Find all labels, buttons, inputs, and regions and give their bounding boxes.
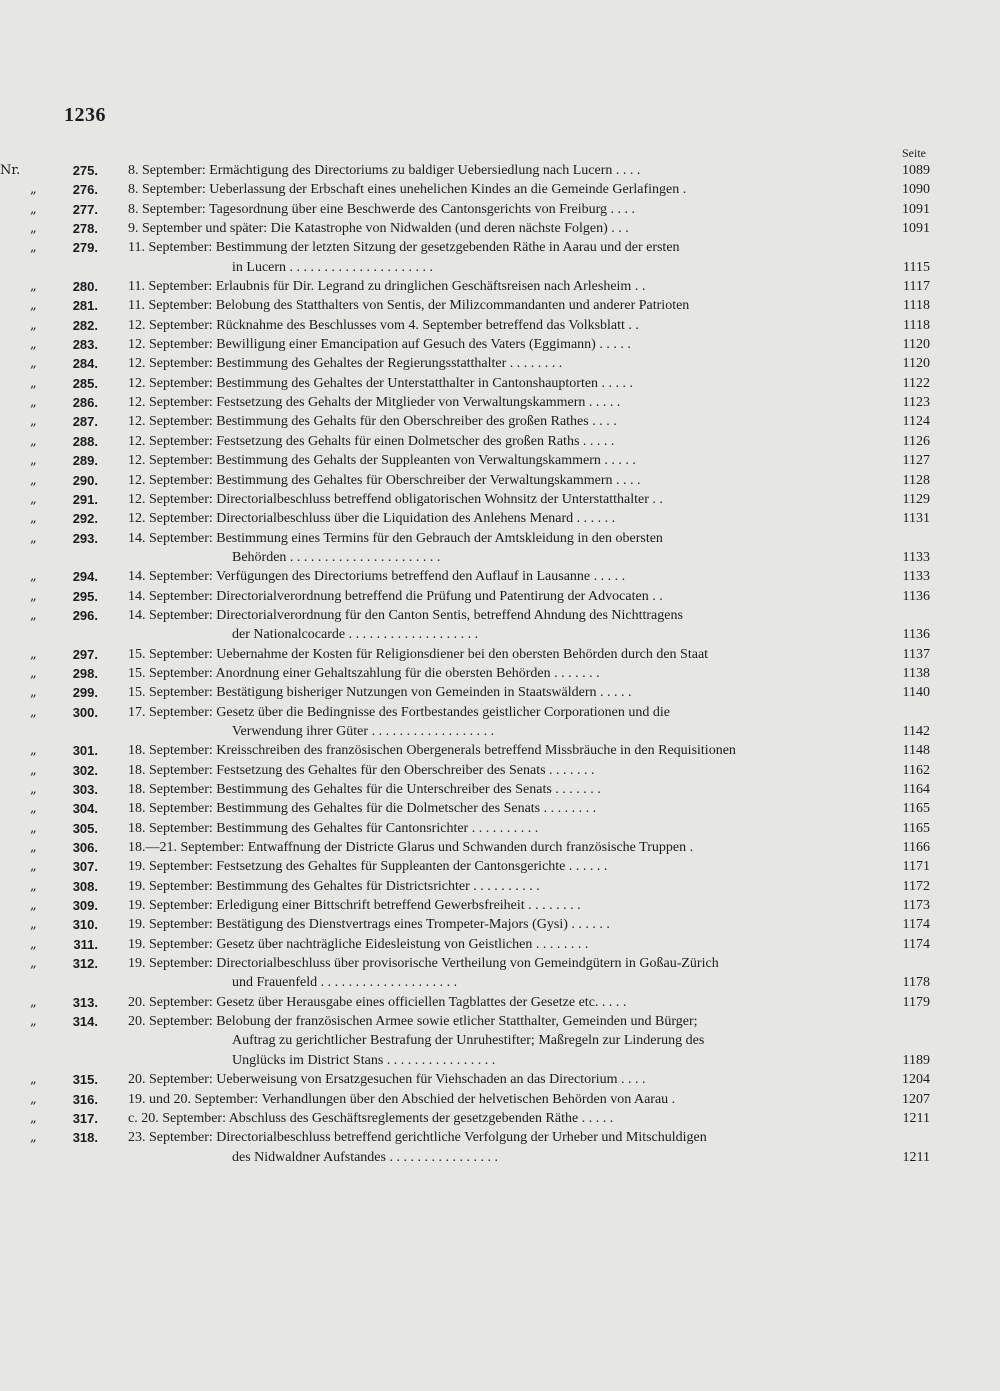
toc-entry (0, 567, 1000, 586)
entry-prefix: „ (30, 356, 37, 372)
entry-number: 296. (72, 607, 98, 623)
entry-number: 305. (72, 820, 98, 836)
entry-title (128, 935, 866, 954)
entry-page-number: 1211 (902, 1149, 930, 1165)
entry-title-line: 14. September: Directorialverordnung für den Canton Sentis, betreffend Ahndung des Nichttragens (128, 607, 683, 623)
entry-title-line: 14. September: Verfügungen des Directoriums betreffend den Auflauf in Lausanne . . . . . (128, 569, 626, 585)
entry-title-line: 18. September: Bestimmung des Gehaltes für die Unterschreiber des Senats . . . . . . . (128, 782, 601, 797)
entry-page-number: 1174 (902, 936, 930, 952)
entry-number: 290. (72, 472, 98, 488)
entry-number: 278. (72, 221, 98, 237)
entry-number: 315. (72, 1072, 98, 1088)
entry-page-number: 1174 (902, 917, 930, 933)
entry-title-line: 19. September: Festsetzung des Gehaltes für Suppleanten der Cantonsgerichte . . . . . . (128, 859, 608, 875)
entry-prefix: „ (30, 898, 37, 914)
entry-number: 318. (72, 1130, 98, 1146)
entry-page-number: 1137 (902, 646, 930, 662)
entry-title (128, 799, 866, 818)
toc-entry (0, 877, 1000, 896)
entry-number: 309. (72, 898, 98, 914)
entry-title (128, 354, 866, 373)
entry-prefix: „ (30, 240, 37, 256)
entry-title (128, 180, 866, 199)
toc-entry (0, 335, 1000, 354)
entry-number: 282. (72, 317, 98, 333)
toc-entry (0, 741, 1000, 760)
entry-title (128, 335, 866, 354)
entry-page-number: 1115 (903, 259, 930, 275)
entry-title-line: des Nidwaldner Aufstandes . . . . . . . . . . . . . . . . (232, 1149, 498, 1165)
toc-entry (0, 296, 1000, 315)
toc-entry (0, 935, 1000, 954)
entry-page-number: 1204 (902, 1072, 930, 1088)
entry-title (128, 374, 866, 393)
entry-title-line: 20. September: Gesetz über Herausgabe eines officiellen Tagblattes der Gesetze etc. . . . . (128, 994, 627, 1010)
entry-title (128, 490, 866, 509)
entry-number: 302. (72, 762, 98, 778)
entry-prefix: „ (30, 994, 37, 1010)
toc-entry (0, 354, 1000, 373)
entry-title-line: 15. September: Uebernahme der Kosten für Religionsdiener bei den obersten Behörden durch den Staat (128, 646, 709, 662)
entry-prefix: „ (30, 569, 37, 585)
entry-title (128, 432, 866, 451)
entry-title (128, 219, 866, 238)
entry-page-number: 1178 (902, 975, 930, 991)
entry-title (128, 896, 866, 915)
entry-title (128, 954, 866, 993)
entry-prefix: „ (30, 375, 37, 391)
entry-page-number: 1165 (902, 801, 930, 817)
entry-number: 313. (72, 994, 98, 1010)
entry-title (128, 529, 866, 568)
entry-title-line: 12. September: Rücknahme des Beschlusses vom 4. September betreffend das Volksblatt . . (128, 317, 639, 333)
entry-title-line: 18. September: Bestimmung des Gehaltes für Cantonsrichter . . . . . . . . . . (128, 820, 539, 836)
entry-title (128, 877, 866, 896)
entry-number: 286. (72, 395, 98, 411)
entry-title-line: 11. September: Bestimmung der letzten Sitzung der gesetzgebenden Räthe in Aarau und der ersten (128, 240, 680, 256)
entry-prefix: „ (30, 665, 37, 681)
entry-title (128, 1128, 866, 1167)
toc-entry (0, 161, 1000, 180)
entry-prefix: „ (30, 472, 37, 488)
toc-entry (0, 954, 1000, 993)
entry-number: 310. (72, 917, 98, 933)
entry-number: 316. (72, 1091, 98, 1107)
toc-entry (0, 277, 1000, 296)
table-of-contents (0, 161, 1000, 1167)
entry-number: 280. (72, 279, 98, 295)
entry-title-line: 12. September: Festsetzung des Gehalts der Mitglieder von Verwaltungskammern . . . . . (128, 395, 621, 411)
toc-entry (0, 896, 1000, 915)
entry-number: 287. (72, 414, 98, 430)
toc-entry (0, 645, 1000, 664)
entry-title (128, 238, 866, 277)
entry-page-number: 1120 (902, 337, 930, 353)
entry-number: 294. (72, 569, 98, 585)
page-number: 1236 (64, 104, 106, 126)
entry-prefix: „ (30, 859, 37, 875)
entry-number: 312. (72, 956, 98, 972)
entry-title-line: 12. September: Bestimmung des Gehalts für den Oberschreiber des großen Rathes . . . . (128, 414, 617, 430)
entry-page-number: 1123 (902, 395, 930, 411)
entry-prefix: „ (30, 317, 37, 333)
entry-number: 314. (72, 1014, 98, 1030)
entry-title-line: 12. September: Bestimmung des Gehaltes für Oberschreiber der Verwaltungskammern . . . . (128, 472, 641, 488)
entry-title-line: 11. September: Erlaubnis für Dir. Legrand zu dringlichen Geschäftsreisen nach Arlesheim . . (128, 279, 646, 295)
entry-page-number: 1136 (902, 588, 930, 604)
entry-prefix: „ (30, 782, 37, 797)
entry-title-line: 12. September: Festsetzung des Gehalts für einen Dolmetscher des großen Raths . . . . . (128, 433, 615, 449)
toc-entry (0, 529, 1000, 568)
entry-prefix: „ (30, 530, 37, 546)
entry-title (128, 761, 866, 780)
entry-prefix: Nr. (0, 163, 21, 178)
entry-page-number: 1089 (902, 163, 930, 178)
entry-prefix: „ (30, 820, 37, 836)
entry-title (128, 645, 866, 664)
entry-prefix: „ (30, 337, 37, 353)
entry-page-number: 1140 (902, 685, 930, 701)
toc-entry (0, 1090, 1000, 1109)
toc-entry (0, 412, 1000, 431)
entry-title-line: 19. September: Bestimmung des Gehaltes für Districtsrichter . . . . . . . . . . (128, 878, 540, 894)
entry-title (128, 1109, 866, 1128)
entry-page-number: 1131 (902, 511, 930, 527)
entry-number: 289. (72, 453, 98, 469)
entry-title (128, 509, 866, 528)
toc-entry (0, 857, 1000, 876)
entry-title-line: Auftrag zu gerichtlicher Bestrafung der Unruhestifter; Maßregeln zur Linderung des (232, 1033, 705, 1049)
toc-entry (0, 664, 1000, 683)
toc-entry (0, 490, 1000, 509)
toc-entry (0, 316, 1000, 335)
entry-title (128, 393, 866, 412)
entry-prefix: „ (30, 646, 37, 662)
entry-title (128, 567, 866, 586)
entry-number: 300. (72, 704, 98, 720)
entry-title-line: 20. September: Belobung der französischen Armee sowie etlicher Statthalter, Gemeinden und Bürger; (128, 1014, 698, 1030)
toc-entry (0, 587, 1000, 606)
toc-entry (0, 1012, 1000, 1070)
entry-number: 291. (72, 491, 98, 507)
toc-entry (0, 238, 1000, 277)
toc-entry (0, 471, 1000, 490)
entry-title (128, 1070, 866, 1089)
toc-entry (0, 606, 1000, 645)
entry-prefix: „ (30, 1014, 37, 1030)
entry-prefix: „ (30, 685, 37, 701)
entry-title-line: 12. September: Bewilligung einer Emancipation auf Gesuch des Vaters (Eggimann) . . . . . (128, 337, 631, 353)
entry-title-line: in Lucern . . . . . . . . . . . . . . . . . . . . . (232, 259, 434, 275)
entry-page-number: 1179 (902, 994, 930, 1010)
toc-entry (0, 683, 1000, 702)
entry-prefix: „ (30, 221, 37, 237)
entry-number: 295. (72, 588, 98, 604)
entry-page-number: 1164 (902, 782, 930, 797)
toc-entry (0, 1109, 1000, 1128)
entry-title-line: und Frauenfeld . . . . . . . . . . . . . . . . . . . . (232, 975, 458, 991)
entry-number: 284. (72, 356, 98, 372)
toc-entry (0, 374, 1000, 393)
entry-prefix: „ (30, 607, 37, 623)
toc-entry (0, 1070, 1000, 1089)
entry-prefix: „ (30, 279, 37, 295)
entry-prefix: „ (30, 491, 37, 507)
entry-page-number: 1138 (902, 665, 930, 681)
entry-page-number: 1118 (903, 317, 930, 333)
entry-title (128, 780, 866, 799)
entry-number: 301. (72, 743, 98, 759)
entry-title-line: 23. September: Directorialbeschluss betreffend gerichtliche Verfolgung der Urheber und Mitschuldigen (128, 1130, 707, 1146)
entry-title (128, 857, 866, 876)
toc-entry (0, 799, 1000, 818)
entry-page-number: 1127 (902, 453, 930, 469)
entry-title-line: c. 20. September: Abschluss des Geschäftsreglements der gesetzgebenden Räthe . . . . . (128, 1110, 614, 1126)
toc-entry (0, 180, 1000, 199)
entry-page-number: 1133 (902, 549, 930, 565)
entry-title (128, 587, 866, 606)
entry-title-line: 12. September: Directorialbeschluss über die Liquidation des Anlehens Menard . . . . . . (128, 511, 616, 527)
entry-page-number: 1118 (903, 298, 930, 314)
entry-title (128, 161, 866, 180)
entry-title (128, 683, 866, 702)
entry-page-number: 1189 (902, 1052, 930, 1068)
entry-page-number: 1133 (902, 569, 930, 585)
entry-page-number: 1091 (902, 201, 930, 217)
toc-entry (0, 993, 1000, 1012)
entry-page-number: 1117 (903, 279, 930, 295)
entry-title-line: 12. September: Bestimmung des Gehaltes der Unterstatthalter in Cantonshauptorten . . . . . (128, 375, 634, 391)
entry-page-number: 1173 (902, 898, 930, 914)
entry-page-number: 1142 (902, 723, 930, 739)
toc-entry (0, 219, 1000, 238)
entry-prefix: „ (30, 1130, 37, 1146)
entry-number: 303. (72, 782, 98, 797)
entry-page-number: 1120 (902, 356, 930, 372)
entry-title-line: 20. September: Ueberweisung von Ersatzgesuchen für Viehschaden an das Directorium . . . . (128, 1072, 646, 1088)
entry-title (128, 1012, 866, 1070)
entry-prefix: „ (30, 704, 37, 720)
toc-entry (0, 915, 1000, 934)
entry-page-number: 1129 (902, 491, 930, 507)
entry-title-line: 8. September: Ueberlassung der Erbschaft eines unehelichen Kindes an die Gemeinde Gerlafingen . (128, 182, 687, 198)
entry-title (128, 993, 866, 1012)
entry-number: 297. (72, 646, 98, 662)
entry-title (128, 277, 866, 296)
entry-title-line: 19. und 20. September: Verhandlungen über den Abschied der helvetischen Behörden von Aarau . (128, 1091, 676, 1107)
toc-entry (0, 838, 1000, 857)
entry-number: 307. (72, 859, 98, 875)
entry-title (128, 664, 866, 683)
entry-prefix: „ (30, 511, 37, 527)
entry-title-line: 9. September und später: Die Katastrophe von Nidwalden (und deren nächste Folgen) . . . (128, 221, 629, 237)
entry-title-line: 19. September: Bestätigung des Dienstvertrags eines Trompeter-Majors (Gysi) . . . . . . (128, 917, 610, 933)
entry-prefix: „ (30, 878, 37, 894)
entry-title (128, 915, 866, 934)
toc-entry (0, 819, 1000, 838)
entry-page-number: 1090 (902, 182, 930, 198)
entry-title-line: 15. September: Bestätigung bisheriger Nutzungen von Gemeinden in Staatswäldern . . . . . (128, 685, 632, 701)
entry-title (128, 451, 866, 470)
entry-page-number: 1136 (902, 627, 930, 643)
entry-number: 277. (72, 201, 98, 217)
entry-page-number: 1162 (902, 762, 930, 778)
entry-page-number: 1172 (902, 878, 930, 894)
entry-prefix: „ (30, 298, 37, 314)
entry-number: 275. (72, 163, 98, 178)
entry-number: 288. (72, 433, 98, 449)
entry-page-number: 1148 (902, 743, 930, 759)
entry-prefix: „ (30, 762, 37, 778)
entry-title-line: 18.—21. September: Entwaffnung der Districte Glarus und Schwanden durch französische Truppen . (128, 840, 694, 856)
entry-prefix: „ (30, 801, 37, 817)
entry-number: 283. (72, 337, 98, 353)
entry-title-line: 18. September: Festsetzung des Gehaltes für den Oberschreiber des Senats . . . . . . . (128, 762, 595, 778)
toc-entry (0, 509, 1000, 528)
entry-prefix: „ (30, 182, 37, 198)
entry-title (128, 838, 866, 857)
entry-title-line: 17. September: Gesetz über die Bedingnisse des Fortbestandes geistlicher Corporationen und die (128, 704, 670, 720)
entry-title (128, 1090, 866, 1109)
toc-entry (0, 451, 1000, 470)
toc-entry (0, 780, 1000, 799)
entry-page-number: 1211 (902, 1110, 930, 1126)
entry-prefix: „ (30, 453, 37, 469)
entry-number: 285. (72, 375, 98, 391)
entry-title (128, 471, 866, 490)
entry-title (128, 703, 866, 742)
entry-page-number: 1128 (902, 472, 930, 488)
entry-title-line: 8. September: Ermächtigung des Directoriums zu baldiger Uebersiedlung nach Lucern . . . . (128, 163, 641, 178)
entry-prefix: „ (30, 917, 37, 933)
entry-number: 276. (72, 182, 98, 198)
entry-number: 308. (72, 878, 98, 894)
entry-page-number: 1124 (902, 414, 930, 430)
entry-prefix: „ (30, 1110, 37, 1126)
toc-entry (0, 432, 1000, 451)
entry-title-line: 18. September: Kreisschreiben des französischen Obergenerals betreffend Missbräuche in den Requisitionen (128, 743, 736, 759)
entry-prefix: „ (30, 588, 37, 604)
entry-prefix: „ (30, 956, 37, 972)
entry-title-line: 19. September: Gesetz über nachträgliche Eidesleistung von Geistlichen . . . . . . . . (128, 936, 589, 952)
entry-number: 311. (73, 936, 98, 952)
entry-page-number: 1165 (902, 820, 930, 836)
entry-title (128, 200, 866, 219)
toc-entry (0, 1128, 1000, 1167)
entry-number: 292. (72, 511, 98, 527)
entry-prefix: „ (30, 433, 37, 449)
entry-title-line: 11. September: Belobung des Statthalters von Sentis, der Milizcommandanten und anderer Patrioten (128, 298, 690, 314)
entry-prefix: „ (30, 1091, 37, 1107)
entry-prefix: „ (30, 743, 37, 759)
entry-number: 304. (72, 801, 98, 817)
entry-number: 299. (72, 685, 98, 701)
entry-title-line: 12. September: Directorialbeschluss betreffend obligatorischen Wohnsitz der Unterstatthalter . . (128, 491, 663, 507)
entry-title-line: 15. September: Anordnung einer Gehaltszahlung für die obersten Behörden . . . . . . . (128, 665, 600, 681)
entry-title (128, 606, 866, 645)
toc-entry (0, 393, 1000, 412)
entry-title-line: 19. September: Directorialbeschluss über provisorische Vertheilung von Gemeindgütern in Goßau-Zürich (128, 956, 719, 972)
entry-prefix: „ (30, 936, 37, 952)
entry-number: 298. (72, 665, 98, 681)
entry-title-line: 8. September: Tagesordnung über eine Beschwerde des Cantonsgerichts von Freiburg . . . . (128, 201, 636, 217)
entry-page-number: 1122 (902, 375, 930, 391)
toc-entry (0, 761, 1000, 780)
entry-prefix: „ (30, 395, 37, 411)
entry-number: 306. (72, 840, 98, 856)
entry-title (128, 412, 866, 431)
entry-title (128, 819, 866, 838)
page-column-header: Seite (902, 146, 926, 160)
entry-page-number: 1126 (902, 433, 930, 449)
entry-title (128, 741, 866, 760)
entry-title (128, 316, 866, 335)
entry-number: 279. (72, 240, 98, 256)
entry-title-line: 19. September: Erledigung einer Bittschrift betreffend Gewerbsfreiheit . . . . . . . . (128, 898, 581, 914)
entry-page-number: 1166 (902, 840, 930, 856)
entry-page-number: 1171 (902, 859, 930, 875)
entry-prefix: „ (30, 414, 37, 430)
entry-prefix: „ (30, 840, 37, 856)
entry-title-line: 14. September: Directorialverordnung betreffend die Prüfung und Patentirung der Advocaten . . (128, 588, 663, 604)
entry-number: 281. (72, 298, 98, 314)
toc-entry (0, 200, 1000, 219)
entry-title-line: Unglücks im District Stans . . . . . . . . . . . . . . . . (232, 1052, 496, 1068)
entry-title-line: Behörden . . . . . . . . . . . . . . . . . . . . . . (232, 549, 441, 565)
entry-page-number: 1091 (902, 221, 930, 237)
entry-title-line: 12. September: Bestimmung des Gehalts der Suppleanten von Verwaltungskammern . . . . . (128, 453, 636, 469)
entry-title-line: der Nationalcocarde . . . . . . . . . . . . . . . . . . . (232, 627, 479, 643)
entry-prefix: „ (30, 1072, 37, 1088)
entry-title-line: Verwendung ihrer Güter . . . . . . . . . . . . . . . . . . (232, 723, 495, 739)
entry-title-line: 14. September: Bestimmung eines Termins für den Gebrauch der Amtskleidung in den obersten (128, 530, 663, 546)
entry-title-line: 12. September: Bestimmung des Gehaltes der Regierungsstatthalter . . . . . . . . (128, 356, 563, 372)
entry-prefix: „ (30, 201, 37, 217)
entry-number: 293. (72, 530, 98, 546)
toc-entry (0, 703, 1000, 742)
entry-number: 317. (72, 1110, 98, 1126)
entry-title (128, 296, 866, 315)
entry-page-number: 1207 (902, 1091, 930, 1107)
entry-title-line: 18. September: Bestimmung des Gehaltes für die Dolmetscher des Senats . . . . . . . . (128, 801, 597, 817)
